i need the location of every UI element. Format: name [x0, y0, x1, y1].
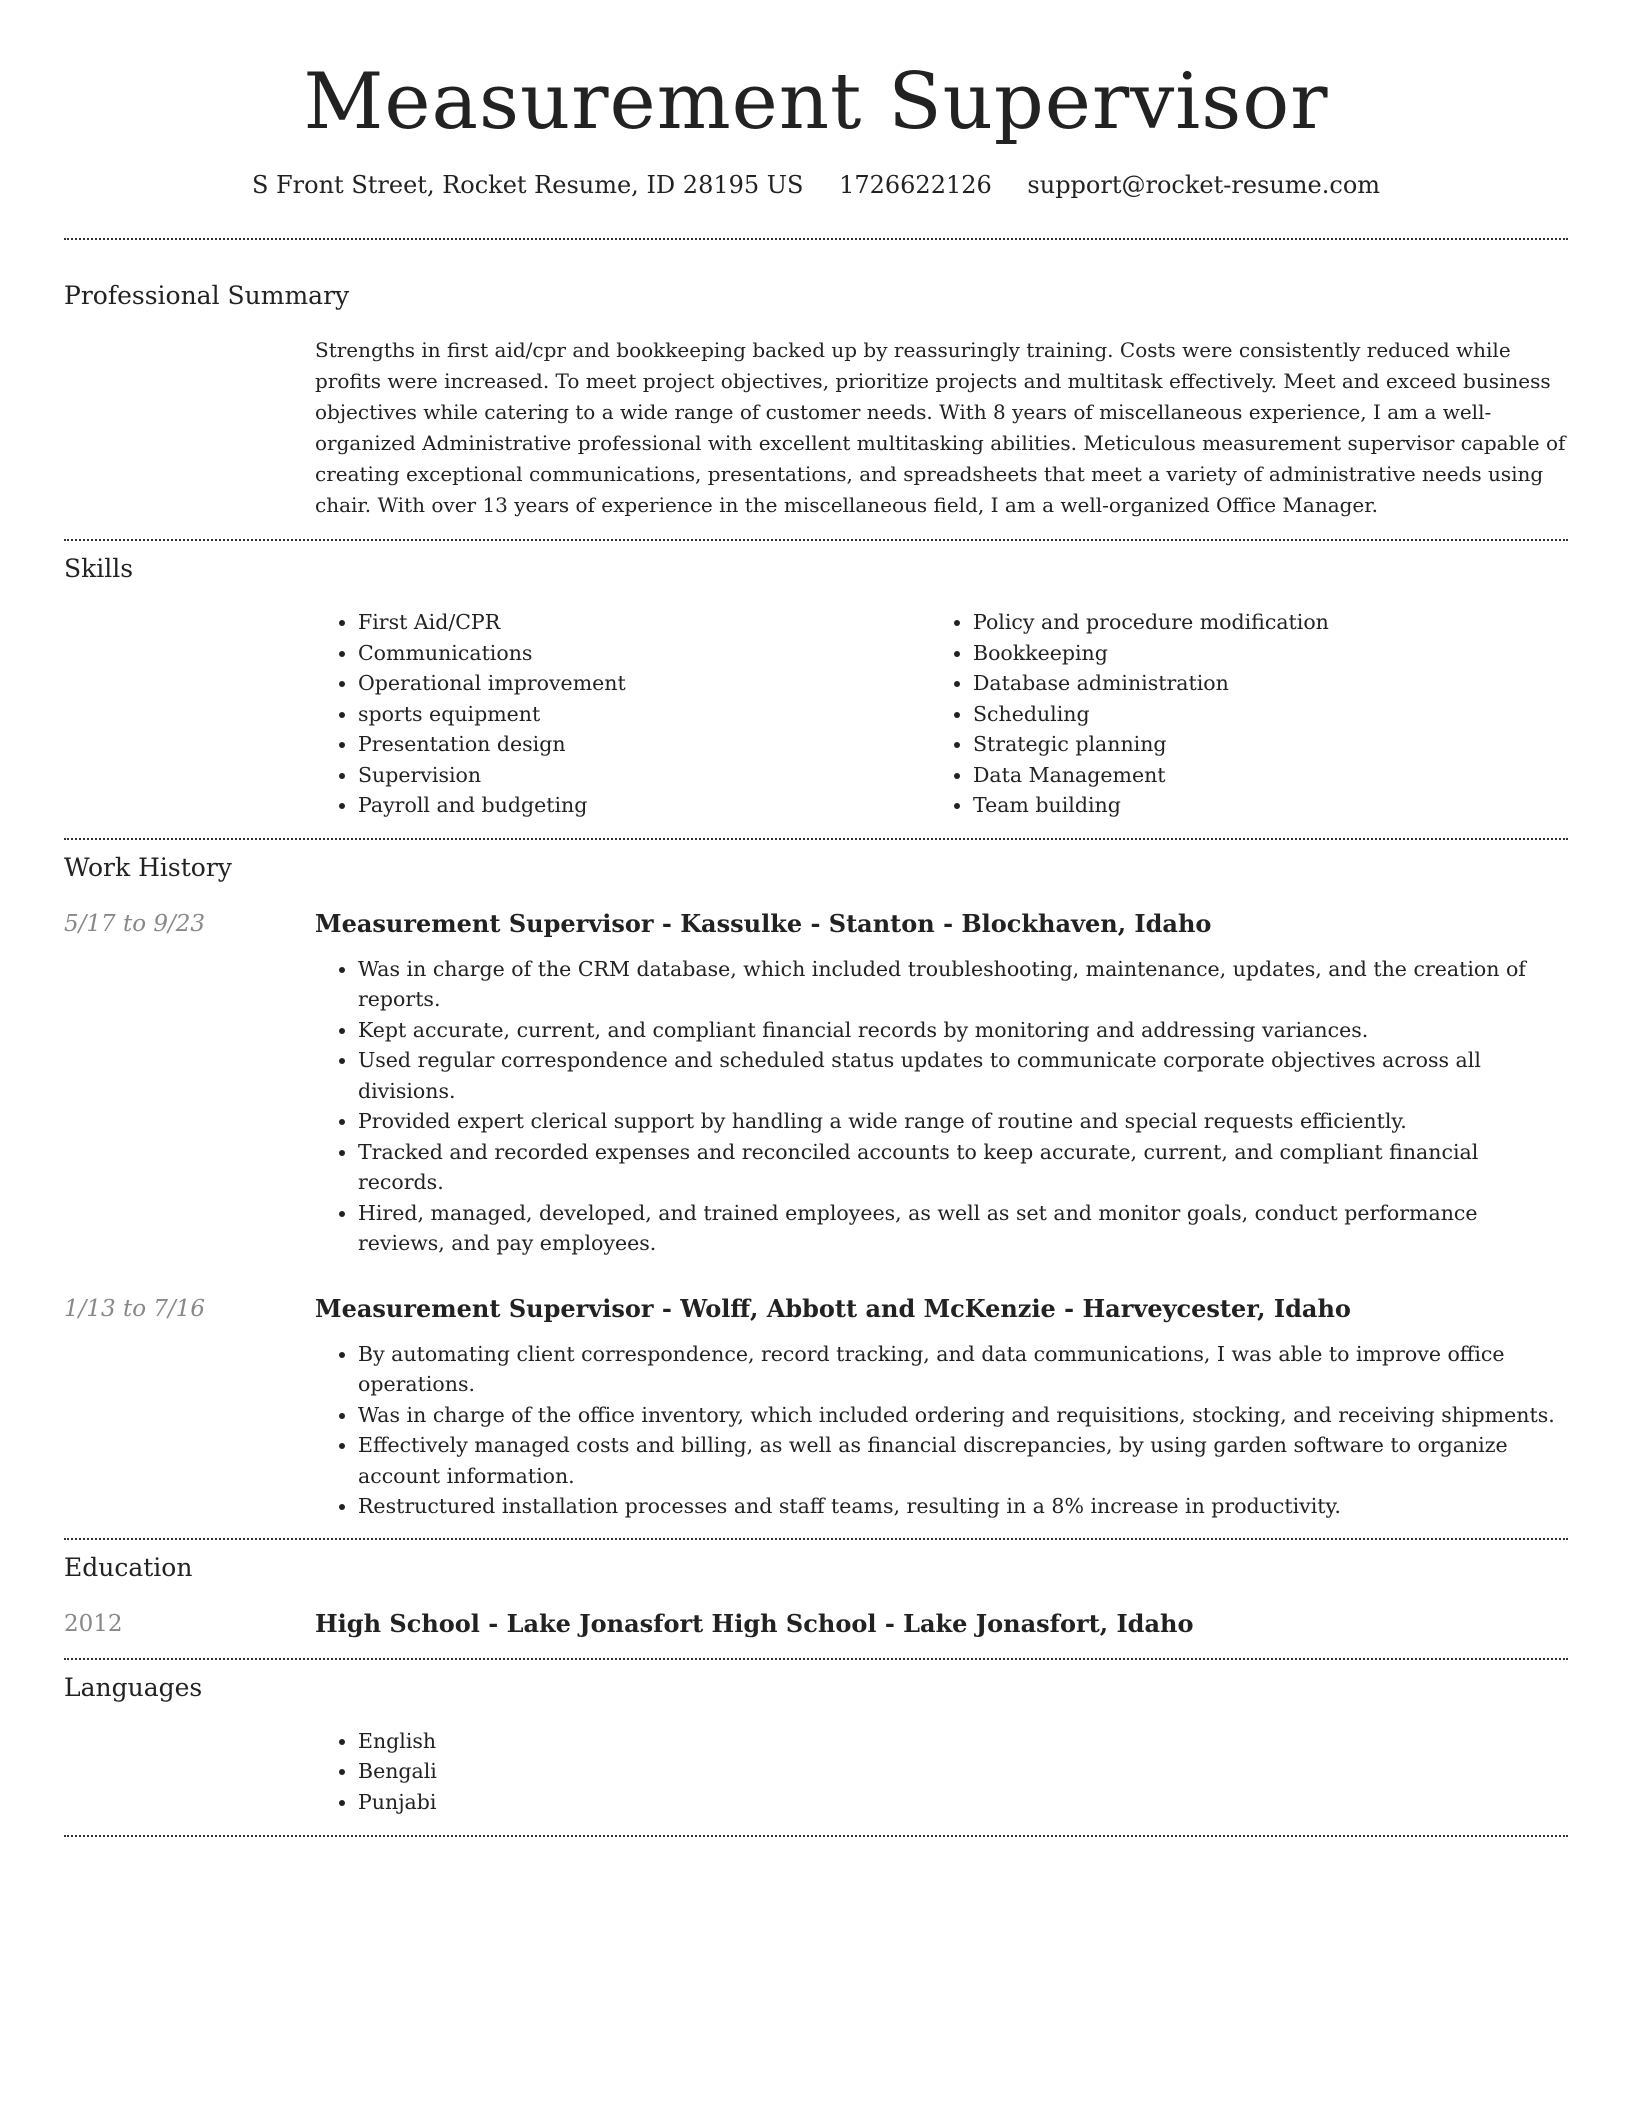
language-item: • Punjabi [358, 1787, 1568, 1818]
skills-block [64, 553, 1568, 821]
skill-item: • Bookkeeping [973, 638, 1545, 669]
education-body [315, 1608, 1568, 1640]
education-title: Education [64, 1552, 193, 1582]
job-bullet: • By automating client correspondence, record tracking, and data communications, I was able to improve office operations. [358, 1339, 1568, 1400]
job-body [315, 1293, 1568, 1522]
job-body [315, 908, 1568, 1259]
section-divider [64, 1538, 1568, 1540]
section-divider [64, 838, 1568, 840]
languages-list [315, 1726, 1568, 1818]
skill-item: • Presentation design [358, 729, 930, 760]
summary-section [64, 0, 1568, 282]
skills-title: Skills [64, 554, 134, 583]
job-bullet: • Used regular correspondence and scheduled status updates to communicate corporate objectives across all divisions. [358, 1045, 1568, 1106]
contact-email: support@rocket-resume.com [1027, 171, 1381, 199]
summary-text: Strengths in first aid/cpr and bookkeeping backed up by reassuringly training. Costs were consistently reduced while profits were increased. To meet project objectives, prioritize projects and multitask effectively. Meet and exceed business objectives while catering to a wide range of customer needs. With 8 years of miscellaneous experience, I am a well-organized Administrative professional with excellent multitasking abilities. Meticulous measurement supervisor capable of creating exceptional communications, presentations, and spreadsheets that meet a variety of administrative needs using chair. With over 13 years of experience in the miscellaneous field, I am a well-organized Office Manager. [315, 338, 1566, 517]
skills-list-left [315, 607, 930, 821]
skill-item: • Policy and procedure modification [973, 607, 1545, 638]
work-block [64, 852, 1568, 1522]
job-bullet: • Restructured installation processes and staff teams, resulting in a 8% increase in productivity. [358, 1491, 1568, 1522]
skills-grid [315, 607, 1568, 821]
job-heading: Measurement Supervisor - Wolff, Abbott and McKenzie - Harveycester, Idaho [315, 1293, 1351, 1323]
languages-title: Languages [64, 1672, 203, 1702]
summary-title: Professional Summary [64, 281, 350, 310]
job-entry [64, 908, 1568, 1259]
job-entry [64, 1293, 1568, 1522]
job-bullet: • Effectively managed costs and billing, as well as financial discrepancies, by using garden software to organize account information. [358, 1430, 1568, 1491]
language-item: • Bengali [358, 1756, 1568, 1787]
resume-page [64, 0, 1568, 1837]
skill-item: • Supervision [358, 760, 930, 791]
skills-list-right [930, 607, 1545, 821]
skill-item: • Scheduling [973, 699, 1545, 730]
languages-content [315, 1726, 1568, 1818]
skill-item: • Database administration [973, 668, 1545, 699]
job-bullet: • Kept accurate, current, and compliant financial records by monitoring and addressing variances. [358, 1015, 1568, 1046]
skill-item: • Payroll and budgeting [358, 790, 930, 821]
job-bullet: • Was in charge of the CRM database, which included troubleshooting, maintenance, updates, and the creation of reports. [358, 954, 1568, 1015]
job-heading: Measurement Supervisor - Kassulke - Stanton - Blockhaven, Idaho [315, 908, 1212, 938]
job-bullet: • Tracked and recorded expenses and reconciled accounts to keep accurate, current, and compliant financial records. [358, 1137, 1568, 1198]
education-block [64, 1552, 1568, 1640]
section-divider [64, 539, 1568, 541]
resume-name: Measurement Supervisor [303, 57, 1329, 147]
contact-address: S Front Street, Rocket Resume, ID 28195 US [251, 171, 804, 199]
skill-item: • Communications [358, 638, 930, 669]
summary-content [315, 335, 1568, 521]
job-bullets [315, 954, 1568, 1259]
skills-content [315, 607, 1568, 821]
education-year: 2012 [64, 1610, 123, 1637]
skill-item: • sports equipment [358, 699, 930, 730]
job-dates: 5/17 to 9/23 [64, 910, 206, 937]
skill-item: • Operational improvement [358, 668, 930, 699]
education-heading: High School - Lake Jonasfort High School - Lake Jonasfort, Idaho [315, 1608, 1194, 1638]
contact-phone: 1726622126 [839, 171, 992, 199]
section-divider [64, 1835, 1568, 1837]
summary-block [64, 280, 1568, 521]
job-dates: 1/13 to 7/16 [64, 1295, 206, 1322]
skill-item: • Data Management [973, 760, 1545, 791]
skill-item: • Team building [973, 790, 1545, 821]
skill-item: • First Aid/CPR [358, 607, 930, 638]
job-bullet: • Was in charge of the office inventory, which included ordering and requisitions, stocking, and receiving shipments. [358, 1400, 1568, 1431]
section-divider [64, 1658, 1568, 1660]
job-bullets [315, 1339, 1568, 1522]
job-bullet: • Hired, managed, developed, and trained employees, as well as set and monitor goals, conduct performance reviews, and pay employees. [358, 1198, 1568, 1259]
language-item: • English [358, 1726, 1568, 1757]
work-title: Work History [64, 852, 232, 882]
education-entry [64, 1608, 1568, 1640]
skill-item: • Strategic planning [973, 729, 1545, 760]
job-bullet: • Provided expert clerical support by handling a wide range of routine and special requests efficiently. [358, 1106, 1568, 1137]
languages-block [64, 1672, 1568, 1818]
